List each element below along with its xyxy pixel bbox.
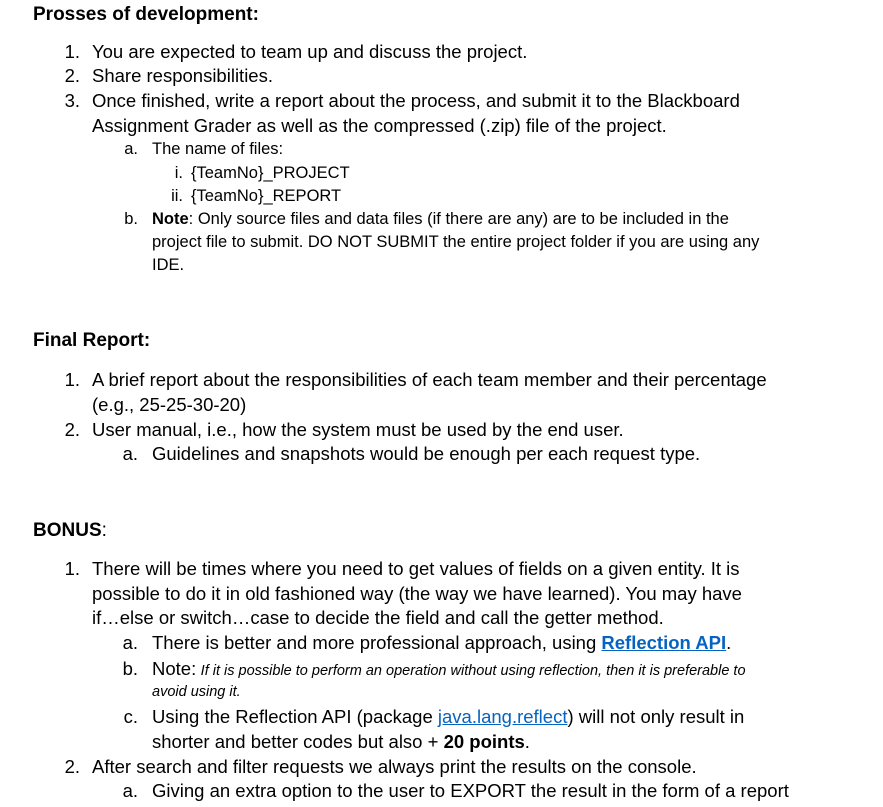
list-item-continuation: if…else or switch…case to decide the field and call the getter method. — [92, 607, 664, 628]
list-item-text: There will be times where you need to get values of fields on a given entity. It is — [92, 558, 740, 579]
list-marker: ii. — [171, 187, 183, 205]
list-item-text: Share responsibilities. — [92, 65, 273, 86]
list-marker: b. — [122, 658, 138, 679]
bonus-points: 20 points — [443, 731, 525, 752]
list-marker: c. — [123, 706, 138, 727]
list-item-text: A brief report about the responsibilities of each team member and their percentage — [92, 369, 767, 390]
note-text: : Only source files and data files (if there are any) are to be included in the — [188, 210, 729, 228]
list-marker: 2. — [64, 419, 80, 440]
sub-item-text: shorter and better codes but also + — [152, 731, 444, 752]
list-marker: a. — [122, 443, 138, 464]
note-continuation: avoid using it. — [152, 684, 241, 700]
list-marker: 1. — [64, 41, 80, 62]
sub-list-item — [121, 443, 700, 465]
sub-list-item — [121, 780, 789, 802]
file-name: {TeamNo}_PROJECT — [191, 164, 350, 182]
list-item — [62, 558, 740, 580]
list-marker: a. — [122, 632, 138, 653]
sub-item-text: Using the Reflection API (package — [152, 706, 438, 727]
list-marker: 1. — [64, 369, 80, 390]
sub-list-item — [121, 210, 729, 229]
process-heading: Prosses of development: — [33, 4, 259, 25]
list-item — [62, 369, 767, 391]
list-item — [62, 419, 624, 441]
list-item-continuation: (e.g., 25-25-30-20) — [92, 394, 247, 415]
list-item-text: You are expected to team up and discuss the project. — [92, 41, 528, 62]
sub-list-item — [121, 140, 283, 159]
sub-item-continuation — [152, 731, 530, 753]
list-item-text: Once finished, write a report about the process, and submit it to the Blackboard — [92, 90, 740, 111]
sub-list-item — [121, 632, 731, 654]
bonus-heading-colon: : — [101, 520, 107, 541]
sub-item-text: The name of files: — [152, 140, 284, 158]
list-item-continuation: Assignment Grader as well as the compressed (.zip) file of the project. — [92, 115, 667, 136]
bonus-heading-text: BONUS — [33, 520, 102, 541]
roman-list-item — [160, 164, 350, 183]
list-item-text: After search and filter requests we always print the results on the console. — [92, 756, 697, 777]
list-marker: 3. — [64, 90, 80, 111]
list-marker: 2. — [64, 756, 80, 777]
sub-item-end: . — [524, 731, 530, 752]
bonus-heading — [33, 520, 107, 542]
note-continuation: IDE. — [152, 256, 185, 274]
list-item-text: User manual, i.e., how the system must be used by the end user. — [92, 419, 624, 440]
java-lang-reflect-link[interactable]: java.lang.reflect — [437, 706, 568, 727]
list-item — [62, 756, 697, 778]
note-label: Note: — [152, 658, 197, 679]
list-item-continuation: possible to do it in old fashioned way (the way we have learned). You may have — [92, 583, 742, 604]
list-marker: a. — [124, 140, 138, 158]
list-marker: i. — [174, 164, 183, 182]
list-marker: b. — [124, 210, 138, 228]
final-report-heading: Final Report: — [33, 330, 151, 351]
list-item — [62, 65, 273, 87]
sub-item-text: ) will not only result in — [567, 706, 745, 727]
list-marker: a. — [122, 780, 138, 801]
list-marker: 2. — [64, 65, 80, 86]
note-label: Note — [152, 210, 189, 228]
sub-item-text: Giving an extra option to the user to EXPORT the result in the form of a report — [152, 780, 789, 801]
sub-item-end: . — [726, 632, 732, 653]
note-text: If it is possible to perform an operation without using reflection, then it is preferable to — [200, 663, 746, 679]
sub-list-item — [121, 658, 746, 680]
list-item — [62, 90, 740, 112]
list-item — [62, 41, 527, 63]
note-continuation: project file to submit. DO NOT SUBMIT the entire project folder if you are using any — [152, 233, 760, 251]
roman-list-item — [160, 187, 341, 206]
sub-list-item — [121, 706, 744, 728]
reflection-api-link[interactable]: Reflection API — [601, 632, 727, 653]
sub-item-text: Guidelines and snapshots would be enough per each request type. — [152, 443, 701, 464]
list-marker: 1. — [64, 558, 80, 579]
sub-item-text: There is better and more professional approach, using — [152, 632, 602, 653]
file-name: {TeamNo}_REPORT — [191, 187, 342, 205]
